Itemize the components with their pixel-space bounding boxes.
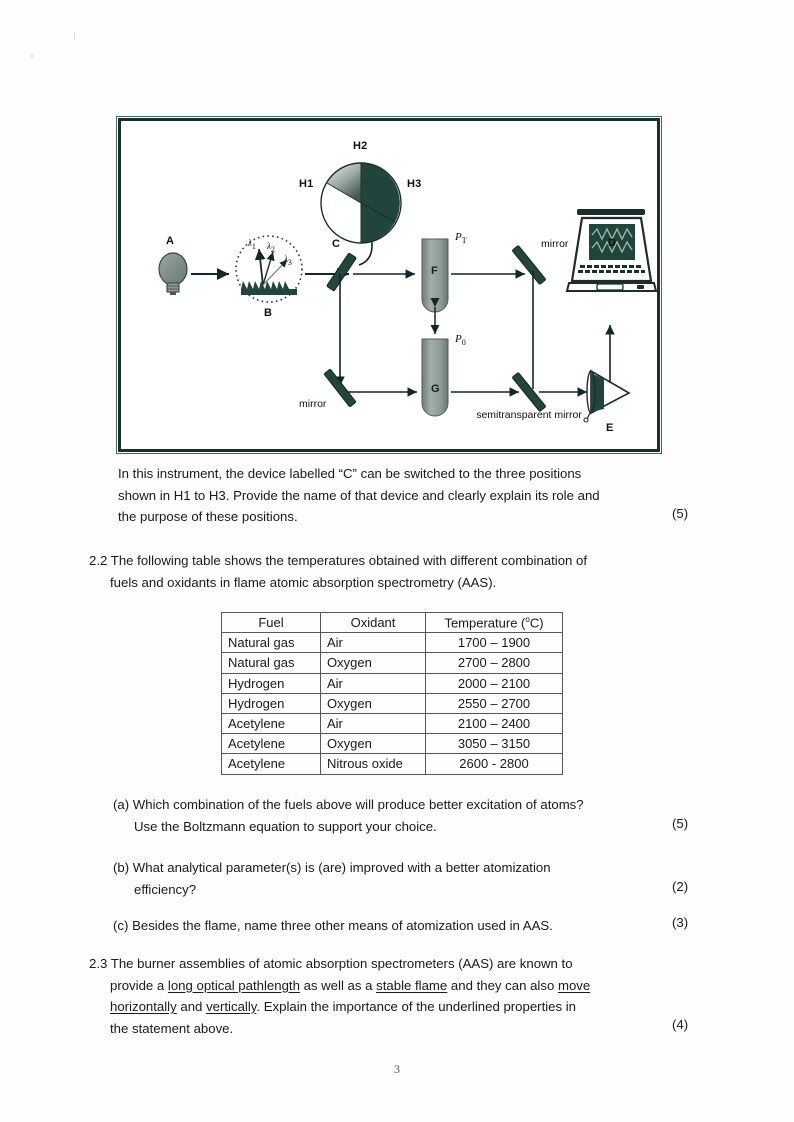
cell-temperature: 3050 – 3150 [426,734,563,754]
q21-line-1: In this instrument, the device labelled “C” can be switched to the three positions [118,466,582,481]
lamp-source-icon [159,253,187,295]
underlined-horizontally: horizontally [110,999,177,1014]
optical-schematic-svg [121,121,657,449]
q23-line-2 [89,975,679,997]
question-2-1-text [118,463,678,528]
column-header-oxidant: Oxidant [321,613,426,633]
lambda2-label: $\lambda_2$ [267,241,275,254]
underlined-move: move [557,977,591,993]
cell-temperature: 2000 – 2100 [426,673,563,693]
lambda1-label: $\lambda_1$ [248,238,256,251]
q22b-line-2: efficiency? [134,881,197,897]
table-row [222,633,563,653]
q23-line-1-text: The burner assemblies of atomic absorption spectrometers (AAS) are known to [110,956,573,971]
instrument-diagram [118,118,660,452]
q22a-label: (a) [113,797,130,812]
table-row [222,653,563,673]
figure-label-h1: H1 [299,178,314,190]
q22b-line-1 [113,857,688,879]
semitransparent-mirror-label: semitransparent mirror [476,409,582,421]
q22b-label: (b) [113,860,130,875]
table-row [222,713,563,733]
cell-temperature: 2550 – 2700 [426,693,563,713]
figure-label-c: C [332,238,341,250]
table-row [222,754,563,774]
q23-line-1 [89,953,679,975]
q23-line-4: the statement above. [110,1020,234,1036]
scan-artifact [31,55,33,57]
switchable-mirror-c-icon [327,253,357,291]
cell-fuel: Acetylene [222,754,321,774]
power-transmitted-label: $P_T$ [455,231,467,246]
cell-fuel: Hydrogen [222,693,321,713]
cell-oxidant: Oxygen [321,693,426,713]
q23-line-3-b: . Explain the importance of the underlined properties in [256,999,577,1014]
q21-marks: (5) [672,506,689,521]
question-2-3 [89,953,679,1039]
q23-marks: (4) [672,1017,689,1032]
cell-temperature: 1700 – 1900 [426,633,563,653]
cell-oxidant: Nitrous oxide [321,754,426,774]
q22a-line-1 [113,794,688,816]
q23-line-3 [89,996,679,1018]
cell-oxidant: Air [321,633,426,653]
q22c-label: (c) [113,918,129,933]
q22-line-2: fuels and oxidants in flame atomic absorption spectrometry (AAS). [110,574,497,590]
scan-artifact [74,33,75,40]
reference-cell-g-icon [422,339,448,416]
q22a-line-1-text: Which combination of the fuels above will produce better excitation of atoms? [132,797,584,812]
chopper-wheel-icon [321,163,401,243]
question-2-2-a [113,794,688,837]
page-number: 3 [394,1062,400,1076]
figure-label-h2: H2 [353,140,368,152]
underlined-long-optical-pathlength: long optical pathlength [167,977,300,993]
q22c-line-1-text: Besides the flame, name three other means of atomization used in AAS. [132,918,553,933]
q22c-marks: (3) [672,915,689,930]
q23-line-2-c: and they can also [447,977,558,993]
figure-label-a: A [166,235,175,247]
table-row [222,673,563,693]
question-2-2-b [113,857,688,900]
fuel-oxidant-temperature-table [221,612,563,775]
q22b-line-1-text: What analytical parameter(s) is (are) improved with a better atomization [132,860,551,875]
cell-fuel: Hydrogen [222,673,321,693]
underlined-stable-flame: stable flame [376,977,448,993]
question-2-2-c [113,915,688,937]
q22b-marks: (2) [672,879,689,894]
table-row [222,693,563,713]
cell-oxidant: Air [321,713,426,733]
cell-oxidant: Oxygen [321,734,426,754]
q23-line-3-a: and [176,999,207,1014]
q22-line-1-text: The following table shows the temperatures obtained with different combination of [110,553,588,568]
q22a-marks: (5) [672,816,689,831]
column-header-temperature: Temperature ($^o$C) [426,613,563,633]
underlined-vertically: vertically [206,999,257,1014]
detector-e-icon [584,371,629,422]
q21-line-2: shown in H1 to H3. Provide the name of that device and clearly explain its role and [118,487,600,503]
question-2-2-text [89,550,689,593]
lambda3-label: $\lambda_3$ [284,254,292,267]
cell-temperature: 2700 – 2800 [426,653,563,673]
cell-oxidant: Oxygen [321,653,426,673]
figure-label-e: E [606,422,614,434]
power-incident-label: $P_0$ [455,333,466,348]
cell-fuel: Natural gas [222,633,321,653]
q22-line-1 [89,550,689,572]
mirror-upper-right-icon [512,245,546,284]
cell-fuel: Acetylene [222,734,321,754]
q22a-line-2: Use the Boltzmann equation to support your choice. [134,818,437,834]
cell-temperature: 2600 - 2800 [426,754,563,774]
mirror-bottom-label: mirror [299,398,327,410]
cell-fuel: Natural gas [222,653,321,673]
figure-label-g: G [431,383,440,395]
q22-number: 2.2 [89,553,108,568]
column-header-fuel: Fuel [222,613,321,633]
cell-oxidant: Air [321,673,426,693]
figure-label-d: D [608,237,617,249]
q21-line-3: the purpose of these positions. [118,509,298,524]
table-header-row [222,613,563,633]
cell-fuel: Acetylene [222,713,321,733]
q23-number: 2.3 [89,956,108,971]
cell-temperature: 2100 – 2400 [426,713,563,733]
figure-label-f: F [431,265,438,277]
mirror-top-label: mirror [541,238,569,250]
figure-label-h3: H3 [407,178,422,190]
table-row [222,734,563,754]
q22c-line-1 [113,915,688,937]
q23-line-2-b: as well as a [299,977,377,993]
figure-label-b: B [264,307,273,319]
q23-line-2-a: provide a [110,977,168,993]
